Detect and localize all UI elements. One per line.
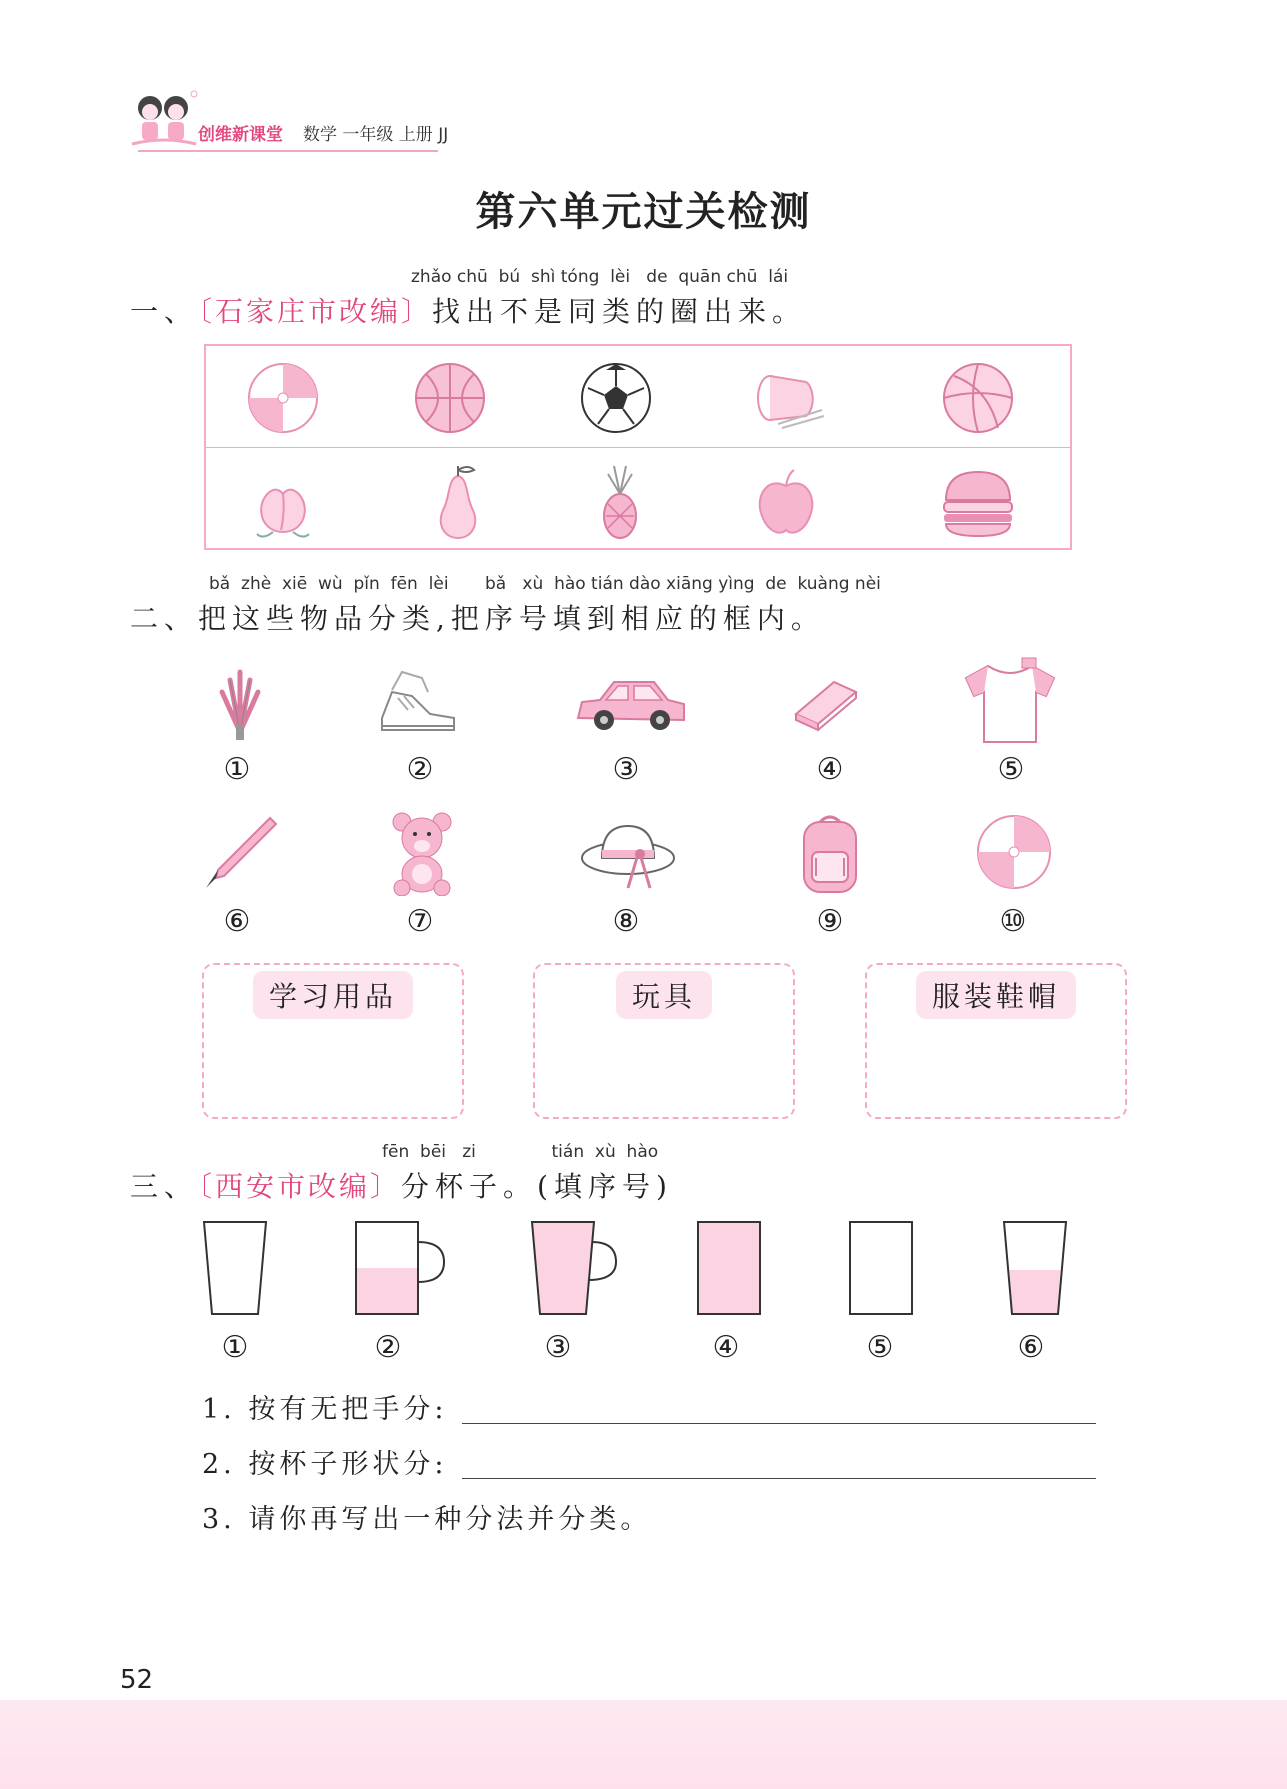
q3-pinyin: fēn bēi zi tián xù hào (382, 1142, 659, 1162)
soccer-ball-icon[interactable] (576, 358, 656, 438)
answer-line-1[interactable] (462, 1423, 1096, 1424)
q2-text: 把这些物品分类,把序号填到相应的框内。 (198, 602, 825, 635)
q3-source: 〔西安市改编〕 (198, 1170, 402, 1203)
brand-name: 创维新课堂 (198, 125, 283, 145)
page-title: 第六单元过关检测 (475, 189, 812, 235)
item-number: ⑩ (999, 904, 1027, 939)
subject-info: 数学 一年级 上册 JJ (303, 125, 449, 145)
cup-number: ④ (712, 1330, 740, 1365)
peach-icon[interactable] (243, 462, 323, 542)
q3-text: 分杯子。(填序号) (401, 1170, 673, 1203)
item-number: ⑥ (223, 904, 251, 939)
category-label: 玩具 (616, 971, 712, 1019)
q3-question (130, 1165, 673, 1205)
toy-car-icon[interactable] (570, 662, 690, 742)
page-number: 52 (120, 1665, 154, 1695)
header-divider (138, 150, 438, 152)
item-number: ⑦ (406, 904, 434, 939)
category-label: 服装鞋帽 (916, 971, 1076, 1019)
category-box-clothing[interactable] (865, 963, 1127, 1119)
backpack-icon[interactable] (790, 810, 870, 896)
cup-rectangular-empty-icon[interactable] (846, 1218, 916, 1318)
category-box-study-supplies[interactable] (202, 963, 464, 1119)
cup-number: ⑥ (1017, 1330, 1045, 1365)
sub-question-3: 3. 请你再写出一种分法并分类。 (202, 1504, 652, 1535)
q1-source: 〔石家庄市改编〕 (198, 295, 433, 328)
cup-number: ② (374, 1330, 402, 1365)
q2-pinyin-right: bǎ xù hào tián dào xiāng yìng de kuàng nèi (485, 574, 881, 594)
category-label: 学习用品 (253, 971, 413, 1019)
kids-logo-icon (126, 88, 202, 152)
q2-number: 二、 (130, 602, 199, 635)
sun-hat-icon[interactable] (578, 818, 678, 894)
cup-rectangular-full-icon[interactable] (694, 1218, 764, 1318)
sneakers-icon[interactable] (378, 662, 458, 742)
teddy-bear-icon[interactable] (382, 810, 462, 896)
hamburger-icon[interactable] (938, 462, 1018, 542)
q3-number: 三、 (130, 1170, 199, 1203)
item-number: ⑨ (816, 904, 844, 939)
sub-question-1: 1. 按有无把手分: (202, 1394, 448, 1425)
q2-question (130, 597, 825, 637)
q2-pinyin-left: bǎ zhè xiē wù pǐn fēn lèi (209, 574, 449, 594)
answer-line-2[interactable] (462, 1478, 1096, 1479)
beach-ball-icon[interactable] (974, 812, 1054, 892)
q1-text: 找出不是同类的圈出来。 (432, 295, 807, 328)
pen-icon[interactable] (200, 812, 280, 892)
apple-icon[interactable] (746, 462, 826, 542)
tapered-mug-full-icon[interactable] (528, 1218, 628, 1318)
t-shirt-icon[interactable] (960, 656, 1060, 746)
sub-question-2: 2. 按杯子形状分: (202, 1449, 448, 1480)
drum-icon[interactable] (748, 358, 828, 438)
item-number: ③ (612, 752, 640, 787)
cup-number: ① (221, 1330, 249, 1365)
item-number: ① (223, 752, 251, 787)
volleyball-icon[interactable] (938, 358, 1018, 438)
feather-duster-icon[interactable] (200, 662, 280, 742)
category-box-toys[interactable] (533, 963, 795, 1119)
footer-band (0, 1712, 1287, 1789)
cup-number: ⑤ (866, 1330, 894, 1365)
cup-tapered-partly-filled-icon[interactable] (1000, 1218, 1070, 1318)
q1-number: 一、 (130, 295, 199, 328)
table-divider (206, 447, 1070, 448)
eraser-icon[interactable] (786, 662, 866, 742)
mug-half-filled-icon[interactable] (352, 1218, 452, 1318)
item-number: ② (406, 752, 434, 787)
cup-number: ③ (544, 1330, 572, 1365)
beach-ball-icon[interactable] (243, 358, 323, 438)
basketball-icon[interactable] (410, 358, 490, 438)
q1-pinyin: zhǎo chū bú shì tóng lèi de quān chū lái (411, 267, 789, 287)
cup-tapered-empty-icon[interactable] (200, 1218, 270, 1318)
q1-question (130, 290, 806, 330)
item-number: ④ (816, 752, 844, 787)
item-number: ⑤ (997, 752, 1025, 787)
pear-icon[interactable] (418, 462, 498, 542)
item-number: ⑧ (612, 904, 640, 939)
pineapple-icon[interactable] (580, 460, 660, 540)
